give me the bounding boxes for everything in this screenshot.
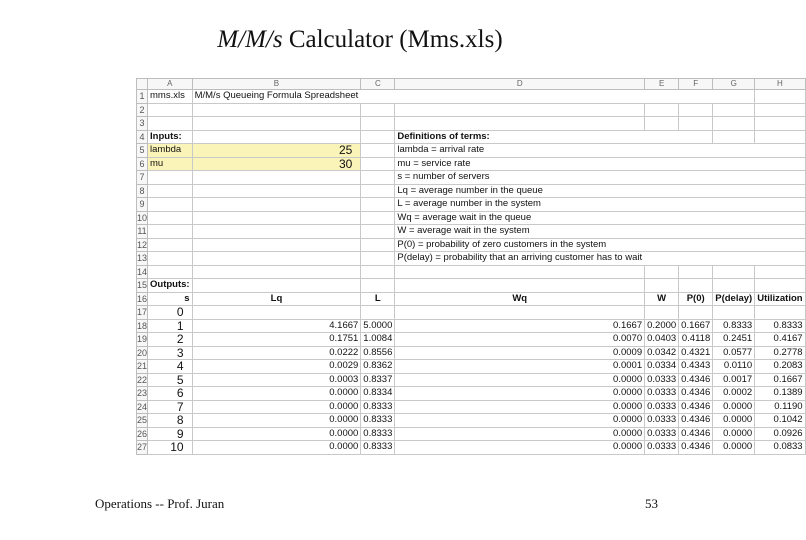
cell[interactable]: [679, 184, 713, 198]
cell[interactable]: [645, 238, 679, 252]
cell[interactable]: [713, 103, 755, 117]
cell[interactable]: [645, 225, 679, 239]
page-number: 53: [645, 496, 658, 511]
cell[interactable]: [713, 184, 755, 198]
cell[interactable]: [645, 117, 679, 131]
sheet-row: [137, 333, 806, 347]
mu-label[interactable]: mu: [148, 157, 193, 171]
servers-cell[interactable]: 3: [148, 346, 193, 360]
output-value[interactable]: 0.1751: [192, 333, 361, 347]
cell[interactable]: [148, 225, 193, 239]
sheet-row: [137, 319, 806, 333]
row-header[interactable]: 20: [137, 347, 148, 358]
sheet-row: [137, 225, 806, 239]
sheet-row: [137, 130, 806, 144]
output-value[interactable]: 0.4346: [679, 414, 713, 428]
cell[interactable]: [713, 144, 755, 158]
output-value[interactable]: 0.0342: [645, 346, 679, 360]
output-value[interactable]: 0.0001: [395, 360, 645, 374]
cell[interactable]: [395, 103, 645, 117]
row-header[interactable]: 10: [137, 212, 148, 223]
sheet-row: [137, 157, 806, 171]
cell[interactable]: [192, 171, 361, 185]
cell[interactable]: [192, 225, 361, 239]
output-value[interactable]: 0.8337: [361, 373, 395, 387]
output-value[interactable]: 0.4346: [679, 387, 713, 401]
output-value[interactable]: 0.0000: [192, 387, 361, 401]
sheet-row: [137, 279, 806, 293]
column-header[interactable]: E: [645, 79, 679, 90]
cell[interactable]: [645, 184, 679, 198]
output-value[interactable]: 0.0029: [192, 360, 361, 374]
sheet-row: [137, 265, 806, 279]
definition-text[interactable]: L = average number in the system: [395, 198, 645, 212]
cell[interactable]: [713, 238, 755, 252]
sheet-row: [137, 306, 806, 320]
output-value[interactable]: 0.0000: [192, 400, 361, 414]
sheet-row: [137, 427, 806, 441]
outputs-label[interactable]: Outputs:: [148, 279, 193, 293]
output-value[interactable]: 0.0000: [192, 427, 361, 441]
sheet-row: [137, 360, 806, 374]
output-value[interactable]: 0.0000: [395, 441, 645, 455]
row-header[interactable]: 22: [137, 374, 148, 385]
cell[interactable]: [645, 130, 679, 144]
output-header[interactable]: P(delay): [713, 292, 755, 306]
output-value[interactable]: [192, 306, 361, 320]
cell[interactable]: [755, 130, 805, 144]
cell[interactable]: [395, 117, 645, 131]
cell[interactable]: [713, 279, 755, 293]
cell[interactable]: [645, 265, 679, 279]
cell[interactable]: [755, 279, 805, 293]
row-header[interactable]: 15: [137, 280, 148, 291]
row-header[interactable]: 4: [137, 130, 148, 144]
slide-title: [0, 26, 720, 54]
column-header[interactable]: C: [361, 79, 395, 90]
sheet-row: [137, 90, 806, 104]
cell-file-name[interactable]: mms.xls: [148, 90, 193, 104]
spreadsheet: [136, 78, 806, 455]
cell-spreadsheet-title[interactable]: M/M/s Queueing Formula Spreadsheet: [192, 90, 361, 104]
cell[interactable]: [679, 90, 713, 104]
output-header[interactable]: s: [148, 292, 193, 306]
cell[interactable]: [755, 211, 805, 225]
cell[interactable]: [192, 252, 361, 266]
cell[interactable]: [361, 252, 395, 266]
row-header[interactable]: 26: [137, 428, 148, 439]
cell[interactable]: [645, 252, 679, 266]
cell[interactable]: [361, 144, 395, 158]
row-header[interactable]: 5: [137, 144, 148, 158]
sheet-row: [137, 373, 806, 387]
output-value[interactable]: [679, 306, 713, 320]
output-value[interactable]: 0.0333: [645, 400, 679, 414]
output-value[interactable]: 0.4346: [679, 373, 713, 387]
output-value[interactable]: 0.1667: [755, 373, 805, 387]
cell[interactable]: [361, 171, 395, 185]
output-value[interactable]: 0.4343: [679, 360, 713, 374]
output-header[interactable]: Lq: [192, 292, 361, 306]
inputs-label[interactable]: Inputs:: [148, 130, 193, 144]
output-value[interactable]: 5.0000: [361, 319, 395, 333]
row-header[interactable]: 14: [137, 266, 148, 277]
output-value[interactable]: 0.8362: [361, 360, 395, 374]
cell[interactable]: [148, 198, 193, 212]
output-header[interactable]: W: [645, 292, 679, 306]
cell[interactable]: [361, 117, 395, 131]
cell[interactable]: [395, 279, 645, 293]
output-value[interactable]: 0.8333: [713, 319, 755, 333]
cell[interactable]: [148, 238, 193, 252]
definition-text[interactable]: Wq = average wait in the queue: [395, 211, 645, 225]
sheet-row: [137, 252, 806, 266]
output-value[interactable]: 0.2451: [713, 333, 755, 347]
output-value[interactable]: 0.2778: [755, 346, 805, 360]
cell[interactable]: [361, 103, 395, 117]
servers-cell[interactable]: 7: [148, 400, 193, 414]
cell[interactable]: [755, 198, 805, 212]
output-value[interactable]: 0.0000: [395, 373, 645, 387]
cell[interactable]: [192, 265, 361, 279]
cell[interactable]: [679, 157, 713, 171]
output-value[interactable]: 0.0000: [395, 427, 645, 441]
column-header[interactable]: A: [148, 79, 193, 90]
cell[interactable]: [755, 171, 805, 185]
output-value[interactable]: 0.0926: [755, 427, 805, 441]
output-value[interactable]: 0.0333: [645, 441, 679, 455]
output-value[interactable]: 0.4346: [679, 400, 713, 414]
cell[interactable]: [645, 279, 679, 293]
cell[interactable]: [755, 252, 805, 266]
cell[interactable]: [679, 171, 713, 185]
row-header[interactable]: 13: [137, 253, 148, 264]
cell[interactable]: [192, 184, 361, 198]
sheet-row: [137, 238, 806, 252]
output-value[interactable]: 0.4346: [679, 427, 713, 441]
cell[interactable]: [713, 117, 755, 131]
output-value[interactable]: 0.0000: [395, 414, 645, 428]
output-value[interactable]: [713, 306, 755, 320]
column-header-row: [137, 79, 806, 90]
cell[interactable]: [361, 198, 395, 212]
servers-cell[interactable]: 5: [148, 373, 193, 387]
cell[interactable]: [361, 238, 395, 252]
sheet-row: [137, 184, 806, 198]
output-value[interactable]: 0.8333: [755, 319, 805, 333]
servers-cell[interactable]: 6: [148, 387, 193, 401]
output-value[interactable]: 0.4118: [679, 333, 713, 347]
cell[interactable]: [148, 184, 193, 198]
cell[interactable]: [395, 90, 645, 104]
sheet-row: [137, 103, 806, 117]
row-header[interactable]: 16: [137, 293, 148, 304]
cell[interactable]: [645, 157, 679, 171]
row-header[interactable]: 17: [137, 307, 148, 318]
output-value[interactable]: 1.0084: [361, 333, 395, 347]
servers-cell[interactable]: 8: [148, 414, 193, 428]
output-value[interactable]: 0.4321: [679, 346, 713, 360]
servers-cell[interactable]: 4: [148, 360, 193, 374]
servers-cell[interactable]: 0: [148, 306, 193, 320]
cell[interactable]: [645, 211, 679, 225]
cell[interactable]: [755, 144, 805, 158]
cell[interactable]: [361, 265, 395, 279]
output-value[interactable]: 0.2083: [755, 360, 805, 374]
row-header[interactable]: 2: [137, 103, 148, 117]
cell[interactable]: [713, 130, 755, 144]
row-header[interactable]: 11: [137, 226, 147, 237]
sheet-row: [137, 211, 806, 225]
cell[interactable]: [679, 238, 713, 252]
definition-text[interactable]: lambda = arrival rate: [395, 144, 645, 158]
column-header[interactable]: B: [192, 79, 361, 90]
cell[interactable]: [755, 225, 805, 239]
output-value[interactable]: [361, 306, 395, 320]
slide-title-italic: M/M/s: [217, 26, 283, 53]
lambda-input[interactable]: 25: [192, 144, 361, 158]
cell[interactable]: [755, 238, 805, 252]
sheet-row: [137, 441, 806, 455]
cell[interactable]: [395, 265, 645, 279]
cell[interactable]: [192, 198, 361, 212]
cell[interactable]: [679, 265, 713, 279]
definition-text[interactable]: Lq = average number in the queue: [395, 184, 645, 198]
output-value[interactable]: 4.1667: [192, 319, 361, 333]
output-value[interactable]: [755, 306, 805, 320]
output-header[interactable]: Wq: [395, 292, 645, 306]
cell[interactable]: [361, 130, 395, 144]
cell[interactable]: [713, 225, 755, 239]
output-value[interactable]: 0.0577: [713, 346, 755, 360]
row-header[interactable]: 8: [137, 184, 148, 198]
output-value[interactable]: 0.1042: [755, 414, 805, 428]
row-header[interactable]: 9: [137, 198, 148, 212]
cell[interactable]: [361, 157, 395, 171]
row-header[interactable]: 6: [137, 157, 148, 171]
output-value[interactable]: 0.0002: [713, 387, 755, 401]
cell[interactable]: [192, 279, 361, 293]
cell[interactable]: [645, 144, 679, 158]
cell[interactable]: [755, 117, 805, 131]
output-value[interactable]: [395, 306, 645, 320]
output-value[interactable]: 0.0333: [645, 414, 679, 428]
cell[interactable]: [713, 90, 755, 104]
output-value[interactable]: 0.0000: [395, 387, 645, 401]
cell[interactable]: [645, 90, 679, 104]
output-value[interactable]: 0.1389: [755, 387, 805, 401]
cell[interactable]: [755, 157, 805, 171]
row-header[interactable]: 25: [137, 415, 148, 426]
slide-title-rest: Calculator (Mms.xls): [282, 26, 503, 53]
sheet-row: [137, 346, 806, 360]
output-value[interactable]: 0.0333: [645, 373, 679, 387]
cell[interactable]: [755, 103, 805, 117]
definition-text[interactable]: s = number of servers: [395, 171, 645, 185]
output-value[interactable]: 0.0222: [192, 346, 361, 360]
output-value[interactable]: 0.0009: [395, 346, 645, 360]
output-value[interactable]: 0.8556: [361, 346, 395, 360]
servers-cell[interactable]: 10: [148, 441, 193, 455]
cell[interactable]: [713, 157, 755, 171]
column-header[interactable]: G: [713, 79, 755, 90]
output-value[interactable]: 0.0017: [713, 373, 755, 387]
definitions-label[interactable]: Definitions of terms:: [395, 130, 645, 144]
sheet-row: [137, 117, 806, 131]
cell[interactable]: [755, 265, 805, 279]
output-header[interactable]: Utilization: [755, 292, 805, 306]
cell[interactable]: [755, 90, 805, 104]
column-header[interactable]: H: [755, 79, 805, 90]
select-all-corner[interactable]: [137, 79, 148, 90]
servers-cell[interactable]: 2: [148, 333, 193, 347]
output-value[interactable]: 0.1667: [679, 319, 713, 333]
cell[interactable]: [713, 198, 755, 212]
cell[interactable]: [361, 184, 395, 198]
cell[interactable]: [148, 171, 193, 185]
cell[interactable]: [192, 130, 361, 144]
row-header[interactable]: 18: [137, 320, 148, 331]
sheet-row: [137, 144, 806, 158]
output-value[interactable]: 0.1190: [755, 400, 805, 414]
output-value[interactable]: 0.0000: [192, 441, 361, 455]
output-value[interactable]: 0.0000: [192, 414, 361, 428]
output-value[interactable]: 0.0333: [645, 427, 679, 441]
cell[interactable]: [679, 103, 713, 117]
mu-input[interactable]: 30: [192, 157, 361, 171]
cell[interactable]: [645, 198, 679, 212]
cell[interactable]: [361, 279, 395, 293]
cell[interactable]: [713, 211, 755, 225]
output-value[interactable]: 0.0000: [713, 441, 755, 455]
cell[interactable]: [148, 265, 193, 279]
output-value[interactable]: [645, 306, 679, 320]
column-header[interactable]: F: [679, 79, 713, 90]
cell[interactable]: [713, 252, 755, 266]
definition-text[interactable]: mu = service rate: [395, 157, 645, 171]
sheet-row: [137, 198, 806, 212]
cell[interactable]: [679, 117, 713, 131]
output-value[interactable]: 0.0000: [713, 427, 755, 441]
servers-cell[interactable]: 9: [148, 427, 193, 441]
output-value[interactable]: 0.1667: [395, 319, 645, 333]
output-value[interactable]: 0.0833: [755, 441, 805, 455]
output-value[interactable]: 0.0003: [192, 373, 361, 387]
cell[interactable]: [679, 279, 713, 293]
sheet-row: [137, 400, 806, 414]
row-header[interactable]: 7: [137, 171, 148, 185]
cell[interactable]: [713, 265, 755, 279]
definition-text[interactable]: P(delay) = probability that an arriving customer has to wait: [395, 252, 645, 266]
row-header[interactable]: 24: [137, 401, 148, 412]
output-value[interactable]: 0.4167: [755, 333, 805, 347]
output-value[interactable]: 0.8333: [361, 400, 395, 414]
output-value[interactable]: 0.2000: [645, 319, 679, 333]
row-header[interactable]: 3: [137, 117, 148, 131]
cell[interactable]: [679, 252, 713, 266]
lambda-label[interactable]: lambda: [148, 144, 193, 158]
sheet-row: [137, 414, 806, 428]
cell[interactable]: [679, 211, 713, 225]
cell[interactable]: [148, 103, 193, 117]
row-header[interactable]: 12: [137, 239, 148, 250]
definition-text[interactable]: W = average wait in the system: [395, 225, 645, 239]
output-value[interactable]: 0.4346: [679, 441, 713, 455]
output-value[interactable]: 0.8333: [361, 441, 395, 455]
cell[interactable]: [361, 211, 395, 225]
cell[interactable]: [713, 171, 755, 185]
cell[interactable]: [192, 117, 361, 131]
cell[interactable]: [361, 90, 395, 104]
cell[interactable]: [192, 238, 361, 252]
cell[interactable]: [679, 198, 713, 212]
sheet-row: [137, 387, 806, 401]
output-value[interactable]: 0.8334: [361, 387, 395, 401]
output-value[interactable]: 0.0403: [645, 333, 679, 347]
output-value[interactable]: 0.0000: [713, 400, 755, 414]
cell[interactable]: [755, 184, 805, 198]
row-header[interactable]: 23: [137, 388, 148, 399]
cell[interactable]: [148, 211, 193, 225]
output-value[interactable]: 0.0000: [395, 400, 645, 414]
output-value[interactable]: 0.8333: [361, 414, 395, 428]
cell[interactable]: [148, 117, 193, 131]
output-header[interactable]: P(0): [679, 292, 713, 306]
output-header[interactable]: L: [361, 292, 395, 306]
column-header[interactable]: D: [395, 79, 645, 90]
output-value[interactable]: 0.0110: [713, 360, 755, 374]
row-header[interactable]: 1: [137, 90, 148, 104]
footer-course-label: Operations -- Prof. Juran: [95, 496, 225, 511]
cell[interactable]: [192, 103, 361, 117]
cell[interactable]: [192, 211, 361, 225]
row-header[interactable]: 27: [137, 442, 148, 453]
cell[interactable]: [361, 225, 395, 239]
cell[interactable]: [645, 171, 679, 185]
output-value[interactable]: 0.0333: [645, 387, 679, 401]
output-value[interactable]: 0.0334: [645, 360, 679, 374]
output-value[interactable]: 0.8333: [361, 427, 395, 441]
sheet-row: [137, 171, 806, 185]
cell[interactable]: [679, 130, 713, 144]
cell[interactable]: [679, 225, 713, 239]
cell[interactable]: [679, 144, 713, 158]
definition-text[interactable]: P(0) = probability of zero customers in the system: [395, 238, 645, 252]
sheet-row: [137, 292, 806, 306]
servers-cell[interactable]: 1: [148, 319, 193, 333]
row-header[interactable]: 19: [137, 334, 148, 345]
cell[interactable]: [148, 252, 193, 266]
output-value[interactable]: 0.0070: [395, 333, 645, 347]
cell[interactable]: [645, 103, 679, 117]
row-header[interactable]: 21: [137, 361, 148, 372]
output-value[interactable]: 0.0000: [713, 414, 755, 428]
